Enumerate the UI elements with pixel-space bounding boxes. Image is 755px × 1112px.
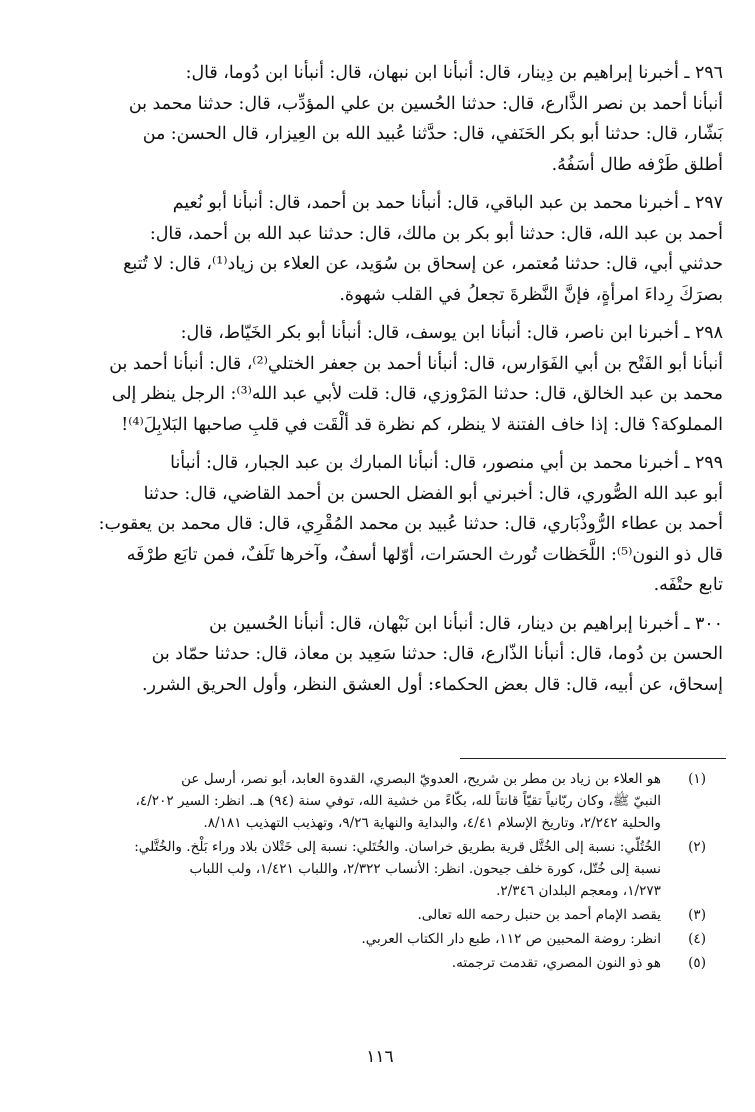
text-line: إسحاق، عن أبيه، قال: قال بعض الحكماء: أول العشق النظر، وأول الحريق الشرر. bbox=[141, 674, 723, 695]
main-text bbox=[58, 58, 723, 708]
text-line: الحسن بن دُوما، قال: أنبأنا الذّارع، قال: حدثنا سَعِيد بن معاذ، قال: حدثنا حمّاد بن bbox=[151, 644, 723, 664]
text-line: بصرَكَ رِداءَ امرأةٍ، فإنَّ النَّظرةَ تجعلُ في القلب شهوة. bbox=[339, 284, 723, 305]
paragraph bbox=[58, 188, 723, 310]
page-number: ١١٦ bbox=[366, 1047, 394, 1067]
footnote-line: النبيّ ﷺ، وكان ربّانياً تقيّاً قانتاً لله، بكّاءً من خشية الله، توفي سنة (٩٤) هـ. انظر: السير ٤/٢٠٢، bbox=[135, 793, 661, 809]
footnote bbox=[40, 928, 706, 950]
footnote-line: ١/٢٧٣، ومعجم البلدان ٢/٣٤٦. bbox=[496, 883, 661, 899]
footnote-line: هو العلاء بن زياد بن مطر بن شريح، العدويّ البصري، القدوة العابد، أبو نصر، أرسل عن bbox=[181, 771, 661, 787]
text-line: أبو عبد الله الصُّوري، قال: أخبرني أبو الفضل الحسن بن أحمد القاضي، قال: حدثنا bbox=[143, 483, 723, 504]
footnote-divider bbox=[460, 758, 726, 759]
footnote-number: (١) bbox=[688, 771, 706, 787]
footnote-line: والحلية ٢/٢٤٢، وتاريخ الإسلام ٤/٤١، والبداية والنهاية ٩/٢٦، وتهذيب التهذيب ٨/١٨١. bbox=[203, 815, 661, 831]
text-line: أحمد بن عبد الله، قال: حدثنا أبو بكر بن مالك، قال: حدثنا عبد الله بن أحمد، قال: bbox=[149, 223, 723, 244]
footnote bbox=[40, 952, 706, 974]
text-line: أنبأنا أبو الفَتْح بن أبي الفَوَارس، قال: أنبأنا أحمد بن جعفر الختلي⁽²⁾، قال: أنبأنا أحمد بن bbox=[109, 353, 723, 374]
text-line: ٢٩٩ ـ أخبرنا محمد بن أبي منصور، قال: أنبأنا المبارك بن عبد الجبار، قال: أنبأنا bbox=[170, 453, 723, 473]
text-line: ٢٩٧ ـ أخبرنا محمد بن عبد الباقي، قال: أنبأنا حمد بن أحمد، قال: أنبأنا أبو نُعيم bbox=[172, 193, 723, 213]
footnote-line: يقصد الإمام أحمد بن حنبل رحمه الله تعالى. bbox=[417, 907, 661, 923]
footnote-number: (٢) bbox=[688, 839, 706, 855]
footnote bbox=[40, 904, 706, 926]
paragraph bbox=[58, 609, 723, 701]
footnote-line: نسبة إلى خُتّل، كورة خلف جيحون. انظر: الأنساب ٢/٣٢٢، واللباب ١/٤٢١، ولب اللباب bbox=[189, 861, 661, 877]
text-line: حدثني أبي، قال: حدثنا مُعتمر، عن إسحاق بن سُوَيد، عن العلاء بن زياد⁽¹⁾، قال: لا تُتبع bbox=[123, 254, 723, 274]
footnote bbox=[40, 768, 706, 834]
footnote-text bbox=[40, 928, 661, 950]
footnote-text bbox=[40, 836, 661, 902]
text-line: ٢٩٦ ـ أخبرنا إبراهيم بن دِينار، قال: أنبأنا ابن نبهان، قال: أنبأنا ابن دُوما، قال: bbox=[185, 63, 723, 83]
footnote-line: انظر: روضة المحبين ص ١١٢، طبع دار الكتاب العربي. bbox=[361, 931, 661, 947]
footnote bbox=[40, 836, 706, 902]
paragraph bbox=[58, 448, 723, 601]
text-line: ٢٩٨ ـ أخبرنا ابن ناصر، قال: أنبأنا ابن يوسف، قال: أنبأنا أبو بكر الخَيّاط، قال: bbox=[180, 323, 723, 343]
footnote-line: الخُتُلّي: نسبة إلى الخُتَّل قرية بطريق خراسان. والخُتَلي: نسبة إلى خَتْلان بلاد وراء بَلْخ. والخُتَّلي: bbox=[134, 839, 661, 855]
text-line: تابع حتْفَه. bbox=[653, 575, 723, 595]
text-line: أنبأنا أحمد بن نصر الذَّارع، قال: حدثنا الحُسين بن علي المؤدِّب، قال: حدثنا محمد بن bbox=[128, 93, 723, 114]
text-line: أطلق طَرْفه طال أسَفُهُ. bbox=[551, 154, 723, 175]
text-line: أحمد بن عطاء الرُّوذْبَاري، قال: حدثنا عُبيد بن محمد المُقْرِي، قال: قال محمد بن يعقوب: bbox=[98, 514, 723, 534]
footnote-line: هو ذو النون المصري، تقدمت ترجمته. bbox=[451, 955, 661, 971]
footnote-text bbox=[40, 904, 661, 926]
footnote-text bbox=[40, 768, 661, 834]
paragraph bbox=[58, 318, 723, 440]
text-line: المملوكة؟ قال: إذا خاف الفتنة لا ينظر، كم نظرة قد ألْقَت في قلبِ صاحبها البَلابِلَ⁽⁴⁾! bbox=[121, 414, 723, 435]
footnote-text bbox=[40, 952, 661, 974]
text-line: محمد بن عبد الخالق، قال: حدثنا المَرْوزي، قال: قلت لأبي عبد الله⁽³⁾: الرجل ينظر إلى bbox=[111, 384, 723, 404]
footnote-number: (٤) bbox=[688, 931, 706, 947]
footnote-number: (٥) bbox=[688, 955, 706, 971]
footnote-number: (٣) bbox=[688, 907, 706, 923]
text-line: بَشّار، قال: حدثنا أبو بكر الحَنَفي، قال: حدَّثنا عُبيد الله بن العِيزار، قال الحسن: من bbox=[142, 124, 723, 144]
text-line: قال ذو النون⁽⁵⁾: اللَّحَظات تُورث الحسَرات، أوّلها أسفٌ، وآخرها تَلَفٌ، فمن تابَع طرْفَه bbox=[126, 544, 723, 565]
footnotes bbox=[40, 768, 706, 976]
text-line: ٣٠٠ ـ أخبرنا إبراهيم بن دينار، قال: أنبأنا ابن نَبْهان، قال: أنبأنا الحُسين بن bbox=[209, 613, 723, 634]
paragraph bbox=[58, 58, 723, 180]
